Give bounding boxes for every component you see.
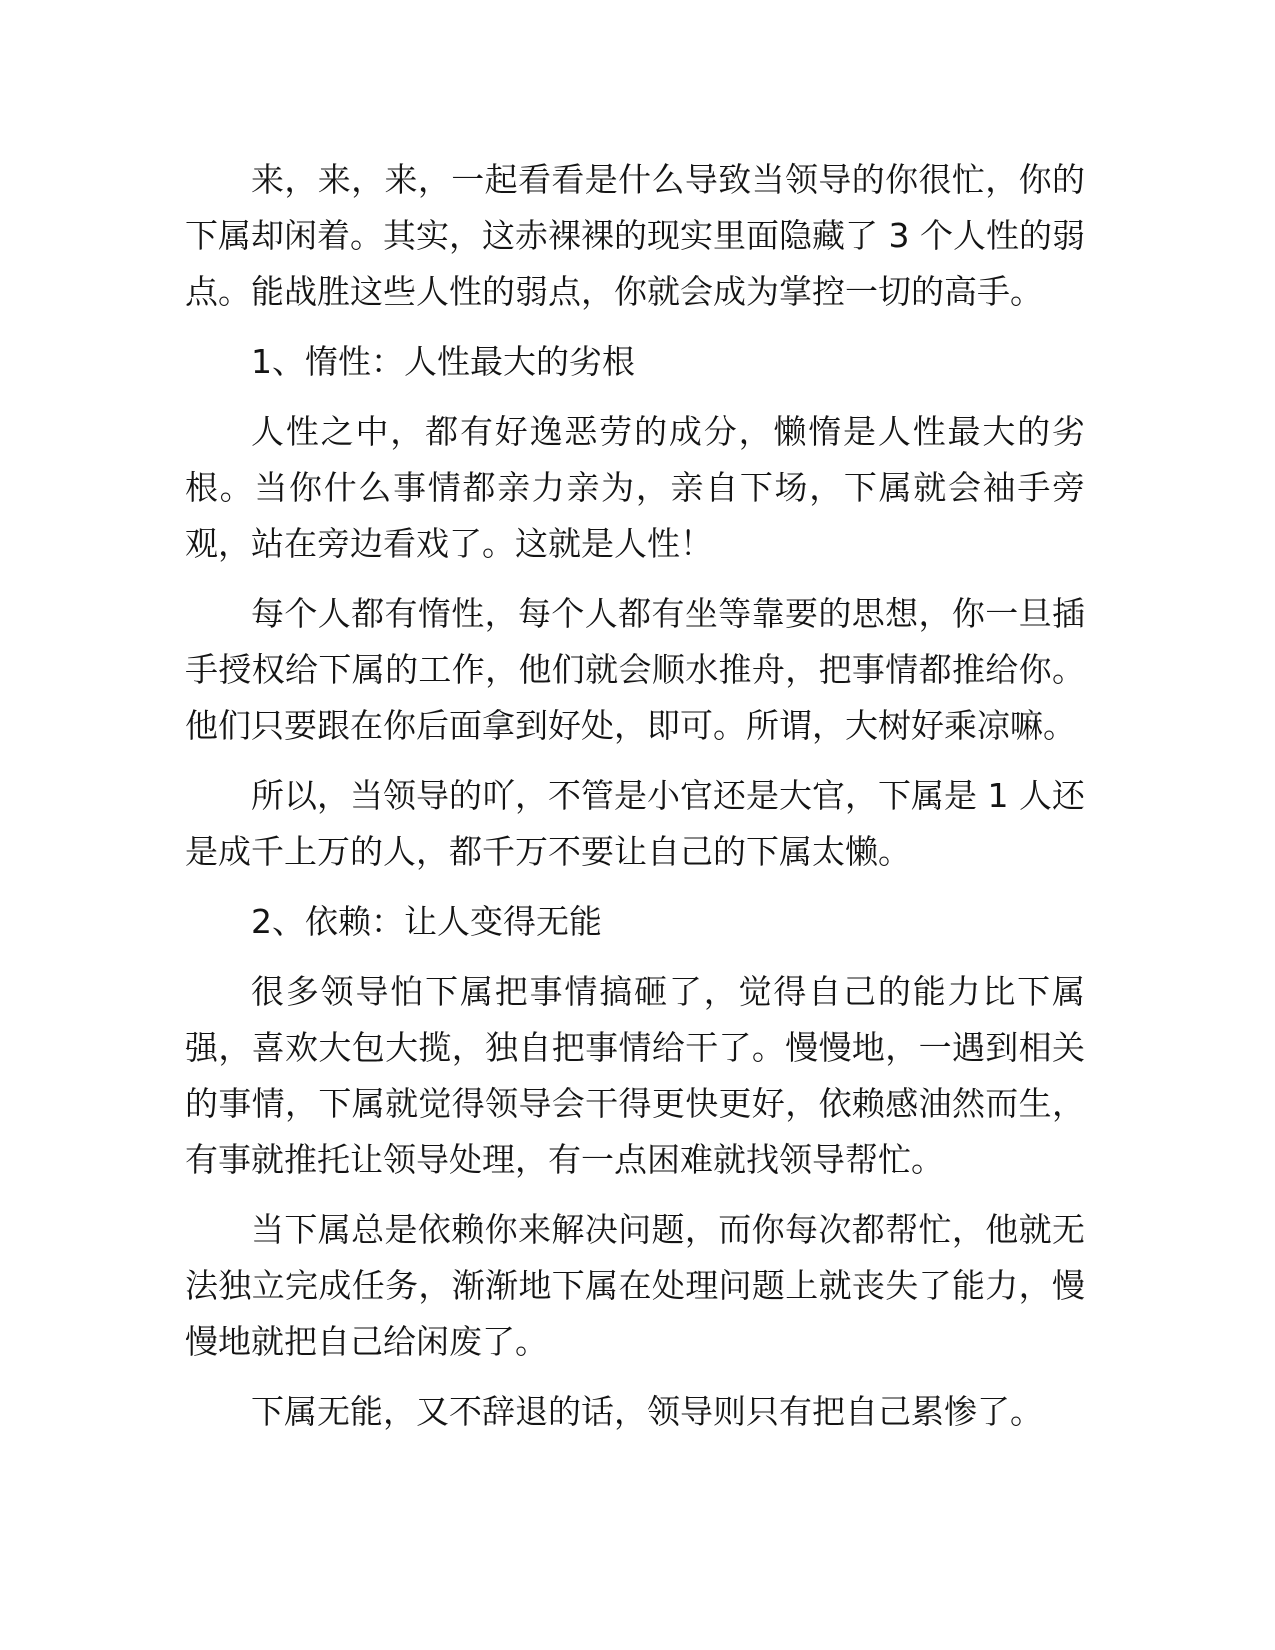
- body-paragraph: 每个人都有惰性，每个人都有坐等靠要的思想，你一旦插手授权给下属的工作，他们就会顺水推舟，把事情都推给你。他们只要跟在你后面拿到好处，即可。所谓，大树好乘凉嘛。: [185, 594, 1085, 745]
- body-paragraph: 当下属总是依赖你来解决问题，而你每次都帮忙，他就无法独立完成任务，渐渐地下属在处理问题上就丧失了能力，慢慢地就把自己给闲废了。: [185, 1210, 1085, 1361]
- section-heading-2: 2、依赖：让人变得无能: [251, 902, 602, 941]
- section-heading-1: 1、惰性：人性最大的劣根: [251, 342, 635, 381]
- body-paragraph: 很多领导怕下属把事情搞砸了，觉得自己的能力比下属强，喜欢大包大揽，独自把事情给干了。慢慢地，一遇到相关的事情，下属就觉得领导会干得更快更好，依赖感油然而生，有事就推托让领导处理，有一点困难就找领导帮忙。: [185, 972, 1085, 1179]
- body-paragraph: 所以，当领导的吖，不管是小官还是大官，下属是 1 人还是成千上万的人，都千万不要让自己的下属太懒。: [185, 776, 1085, 871]
- body-paragraph: 下属无能，又不辞退的话，领导则只有把自己累惨了。: [251, 1392, 1043, 1431]
- document-body: [185, 152, 1085, 1440]
- intro-paragraph: 来，来，来，一起看看是什么导致当领导的你很忙，你的下属却闲着。其实，这赤裸裸的现实里面隐藏了 3 个人性的弱点。能战胜这些人性的弱点，你就会成为掌控一切的高手。: [185, 160, 1085, 311]
- body-paragraph: 人性之中，都有好逸恶劳的成分，懒惰是人性最大的劣根。当你什么事情都亲力亲为，亲自下场，下属就会袖手旁观，站在旁边看戏了。这就是人性！: [185, 412, 1085, 563]
